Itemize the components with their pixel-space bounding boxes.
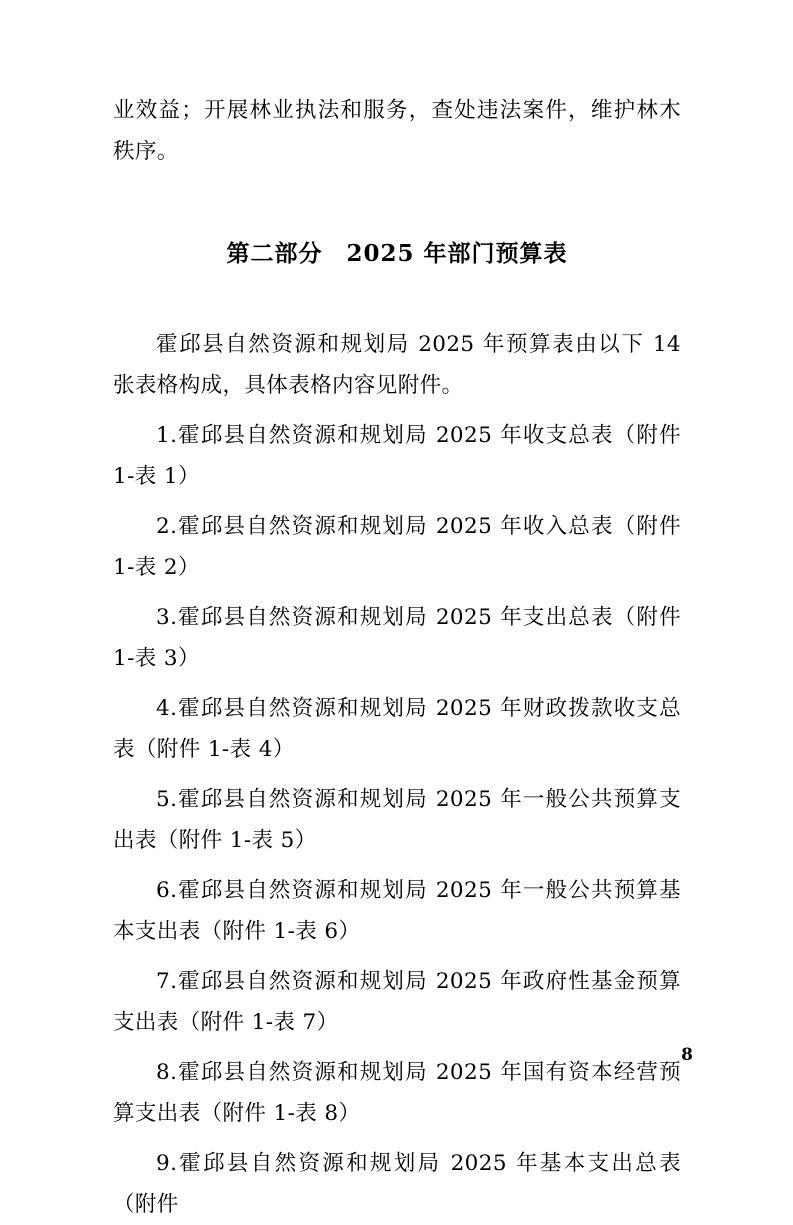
list-item: 5.霍邱县自然资源和规划局 2025 年一般公共预算支出表（附件 1-表 5） [113, 787, 681, 853]
list-item: 4.霍邱县自然资源和规划局 2025 年财政拨款收支总表（附件 1-表 4） [113, 696, 681, 762]
intro-paragraph: 霍邱县自然资源和规划局 2025 年预算表由以下 14 张表格构成，具体表格内容见附件。 [113, 332, 681, 398]
section-title: 第二部分 2025 年部门预算表 [226, 240, 568, 267]
list-item: 6.霍邱县自然资源和规划局 2025 年一般公共预算基本支出表（附件 1-表 6） [113, 878, 681, 944]
list-item: 8.霍邱县自然资源和规划局 2025 年国有资本经营预算支出表（附件 1-表 8） [113, 1060, 681, 1126]
continuation-paragraph: 业效益；开展林业执法和服务，查处违法案件，维护林木秩序。 [113, 98, 681, 164]
list-item: 2.霍邱县自然资源和规划局 2025 年收入总表（附件 1-表 2） [113, 514, 681, 580]
page-content [113, 90, 681, 1225]
list-item: 1.霍邱县自然资源和规划局 2025 年收支总表（附件 1-表 1） [113, 423, 681, 489]
page-number: 8 [681, 1045, 693, 1065]
list-item: 7.霍邱县自然资源和规划局 2025 年政府性基金预算支出表（附件 1-表 7） [113, 969, 681, 1035]
list-item: 9.霍邱县自然资源和规划局 2025 年基本支出总表（附件 [113, 1151, 681, 1217]
list-item: 3.霍邱县自然资源和规划局 2025 年支出总表（附件 1-表 3） [113, 605, 681, 671]
